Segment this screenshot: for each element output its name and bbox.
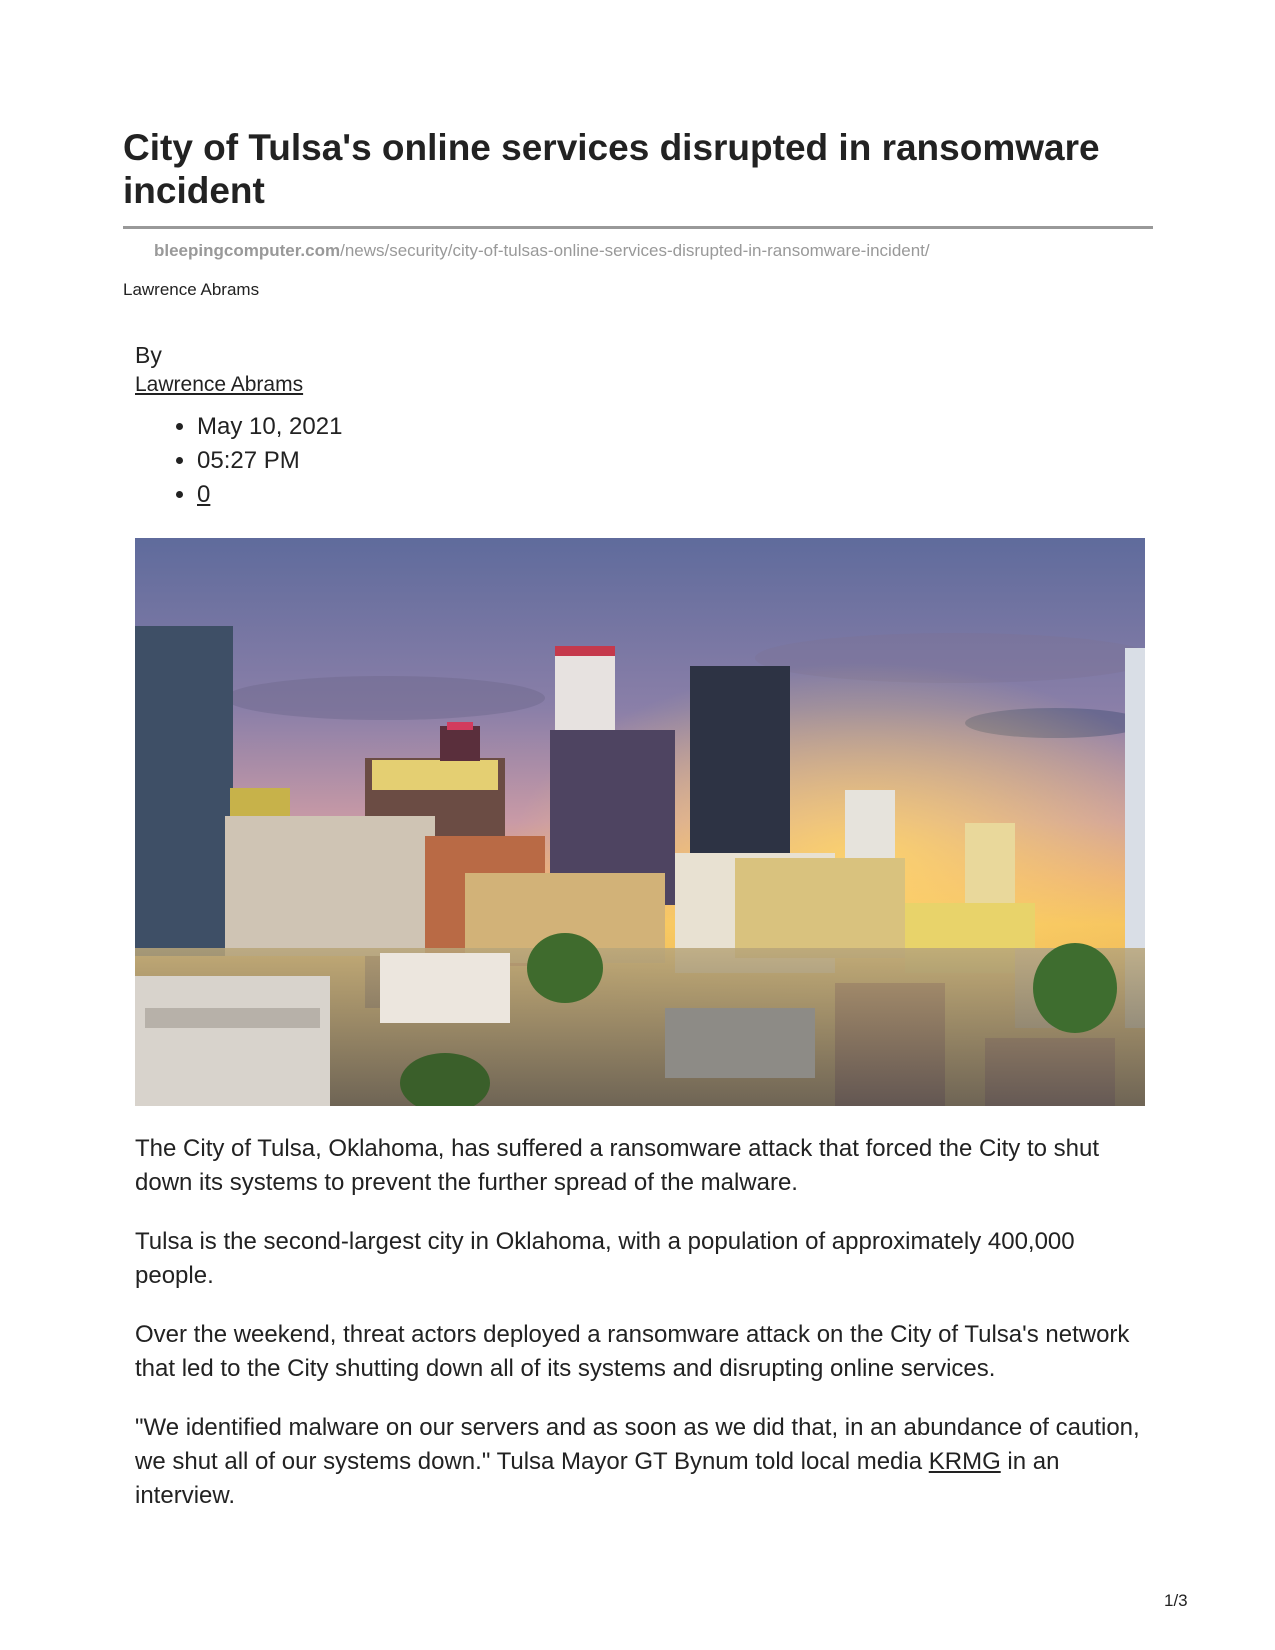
tree [1033,943,1117,1033]
foreground-building [135,976,330,1106]
krmg-link[interactable]: KRMG [928,1448,1001,1475]
title-divider [123,226,1153,229]
tree [527,933,603,1003]
publish-time: • 05:27 PM [197,444,342,478]
source-url[interactable] [154,240,930,262]
article-paragraph: Over the weekend, threat actors deployed a ransomware attack on the City of Tulsa's network that led to the City shutting down all of its systems and disrupting online services. [135,1321,1130,1382]
foreground-building [145,1008,320,1028]
quote-suffix: in an interview. [135,1448,1060,1509]
foreground-building [380,953,510,1023]
hero-image [135,538,1145,1106]
article-meta-list [135,410,342,512]
article-quote-paragraph [135,1411,1155,1513]
page-number: 1/3 [1164,1591,1188,1610]
author-name: Lawrence Abrams [123,280,260,299]
source-domain: bleepingcomputer.com [154,241,341,260]
article-title: City of Tulsa's online services disrupted in ransomware incident [123,127,1100,211]
byline-author-link[interactable]: Lawrence Abrams [135,373,304,396]
parking-lot [665,1008,815,1078]
byline-label: By [135,342,162,368]
article-body [135,1132,1155,1538]
source-path: /news/security/city-of-tulsas-online-services-disrupted-in-ransomware-incident/ [340,241,930,260]
publish-date: • May 10, 2021 [197,410,342,444]
article-paragraph: The City of Tulsa, Oklahoma, has suffered a ransomware attack that forced the City to shut down its systems to prevent the further spread of the malware. [135,1135,1100,1196]
article-paragraph: Tulsa is the second-largest city in Oklahoma, with a population of approximately 400,000 people. [135,1228,1075,1289]
comment-count-item [197,478,342,512]
quote-text: "We identified malware on our servers and as soon as we did that, in an abundance of caution, we shut all of our systems down." Tulsa Mayor GT Bynum told local media [135,1414,1140,1475]
comment-count-link[interactable]: 0 [197,481,211,508]
